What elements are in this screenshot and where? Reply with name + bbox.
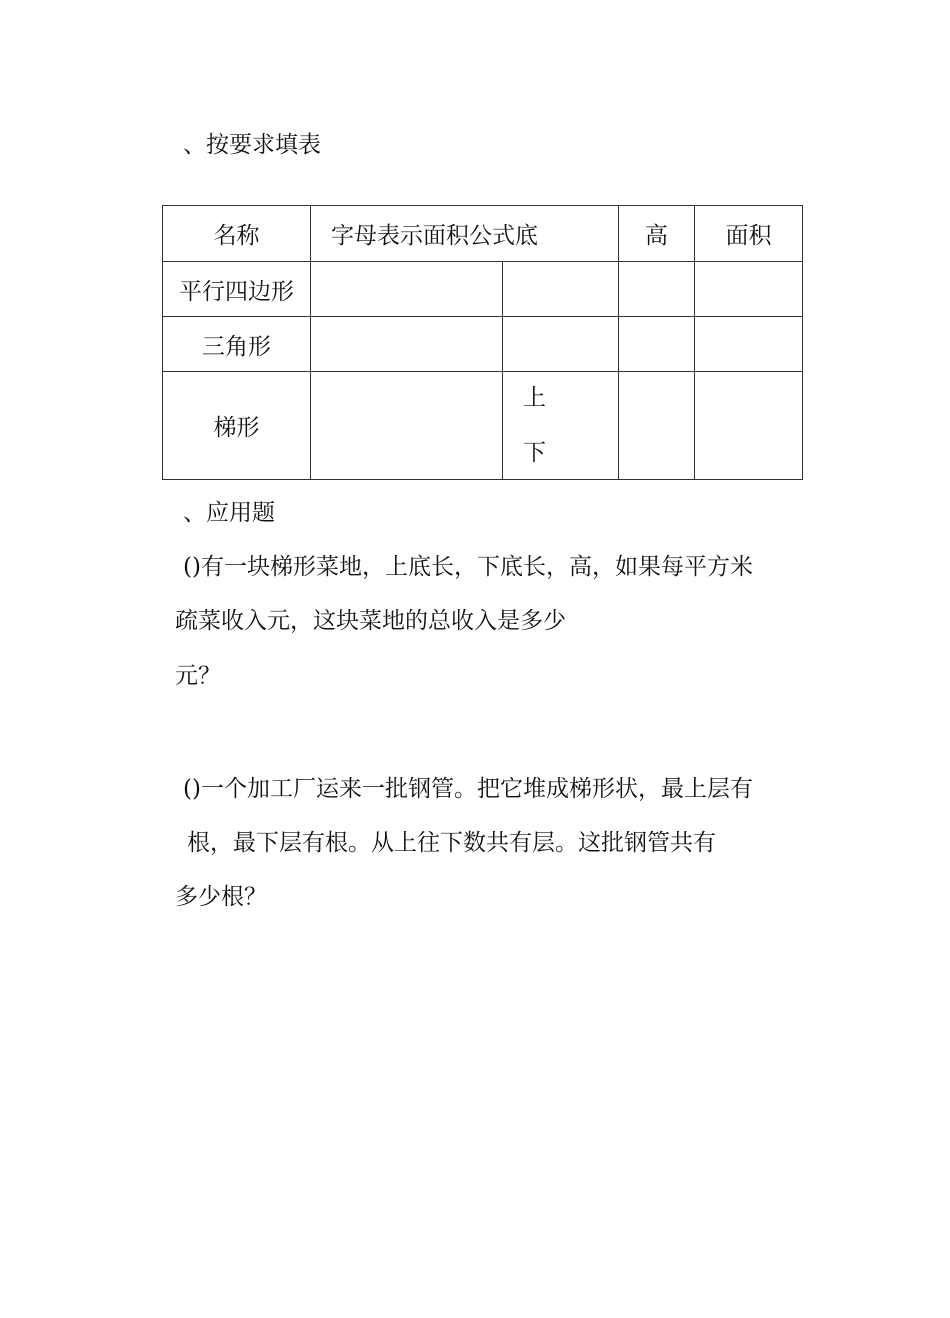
table-header-row (163, 206, 803, 262)
formula-input-cell[interactable] (311, 372, 503, 480)
table-row (163, 262, 803, 317)
question-2-line-1: ()一个加工厂运来一批钢管。把它堆成梯形状，最上层有 (183, 776, 753, 802)
question-1-line-1: ()有一块梯形菜地，上底长，下底长，高，如果每平方米 (183, 554, 753, 580)
height-input-cell[interactable] (619, 317, 695, 372)
area-input-cell[interactable] (695, 372, 803, 480)
header-formula: 字母表示面积公式底 (311, 206, 619, 262)
row-name-parallelogram: 平行四边形 (163, 262, 311, 317)
row-name-triangle: 三角形 (163, 317, 311, 372)
section-title-fill-table: 、按要求填表 (183, 132, 321, 158)
question-1-line-3: 元？ (175, 663, 221, 689)
header-height: 高 (619, 206, 695, 262)
base-input-cell[interactable] (503, 317, 619, 372)
header-name: 名称 (163, 206, 311, 262)
shape-area-table (162, 205, 803, 480)
row-name-trapezoid: 梯形 (163, 372, 311, 480)
question-2-line-3: 多少根？ (175, 884, 267, 910)
question-1-line-2: 疏菜收入元，这块菜地的总收入是多少 (175, 608, 566, 634)
area-input-cell[interactable] (695, 317, 803, 372)
base-input-cell[interactable] (503, 262, 619, 317)
formula-input-cell[interactable] (311, 262, 503, 317)
question-2-line-2: 根，最下层有根。从上往下数共有层。这批钢管共有 (187, 830, 716, 856)
base-top-label: 上 (523, 384, 546, 411)
base-input-cell[interactable] (503, 372, 619, 480)
area-input-cell[interactable] (695, 262, 803, 317)
table-row (163, 317, 803, 372)
table-row (163, 372, 803, 480)
base-bottom-label: 下 (523, 439, 546, 466)
formula-input-cell[interactable] (311, 317, 503, 372)
header-area: 面积 (695, 206, 803, 262)
section-title-word-problems: 、应用题 (183, 500, 275, 526)
height-input-cell[interactable] (619, 262, 695, 317)
height-input-cell[interactable] (619, 372, 695, 480)
